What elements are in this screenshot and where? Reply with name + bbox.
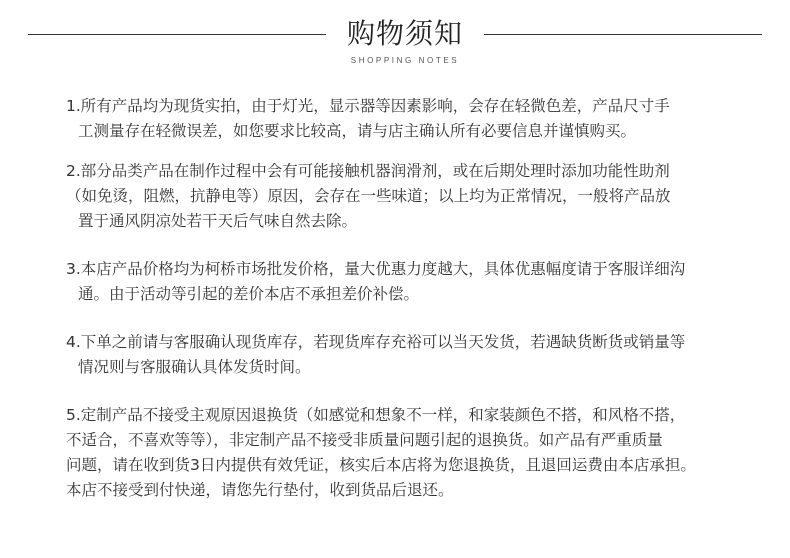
note-item-4	[66, 330, 685, 380]
note-item-2	[66, 159, 671, 234]
title-divider-right	[484, 34, 762, 35]
note-line: 2.部分品类产品在制作过程中会有可能接触机器润滑剂，或在后期处理时添加功能性助剂	[66, 162, 670, 180]
note-line: 3.本店产品价格均为柯桥市场批发价格，量大优惠力度越大，具体优惠幅度请于客服详细沟	[66, 260, 686, 278]
note-line: （如免烫，阻燃，抗静电等）原因，会存在一些味道；以上均为正常情况，一般将产品放	[66, 187, 671, 205]
note-line: 置于通风阴凉处若干天后气味自然去除。	[78, 212, 358, 230]
note-line: 本店不接受到付快递，请您先行垫付，收到货品后退还。	[66, 481, 454, 499]
note-line: 1.所有产品均为现货实拍，由于灯光，显示器等因素影响，会存在轻微色差，产品尺寸手	[66, 97, 670, 115]
note-line: 5.定制产品不接受主观原因退换货（如感觉和想象不一样，和家装颜色不搭，和风格不搭，	[66, 406, 686, 424]
page-title: 购物须知	[346, 17, 463, 50]
page-header	[0, 0, 790, 80]
note-line: 问题，请在收到货3日内提供有效凭证，核实后本店将为您退换货，且退回运费由本店承担。	[66, 456, 696, 474]
note-line: 4.下单之前请与客服确认现货库存，若现货库存充裕可以当天发货，若遇缺货断货或销量等	[66, 333, 686, 351]
page-subtitle: SHOPPING NOTES	[350, 56, 460, 65]
note-item-5	[66, 403, 696, 503]
note-line: 不适合，不喜欢等等），非定制产品不接受非质量问题引起的退换货。如产品有严重质量	[66, 431, 663, 449]
note-line: 情况则与客服确认具体发货时间。	[78, 358, 311, 376]
note-item-3	[66, 257, 685, 307]
note-item-1	[66, 94, 670, 144]
note-line: 通。由于活动等引起的差价本店不承担差价补偿。	[78, 285, 420, 303]
title-divider-left	[28, 34, 326, 35]
note-line: 工测量存在轻微误差，如您要求比较高，请与店主确认所有必要信息并谨慎购买。	[78, 122, 637, 140]
